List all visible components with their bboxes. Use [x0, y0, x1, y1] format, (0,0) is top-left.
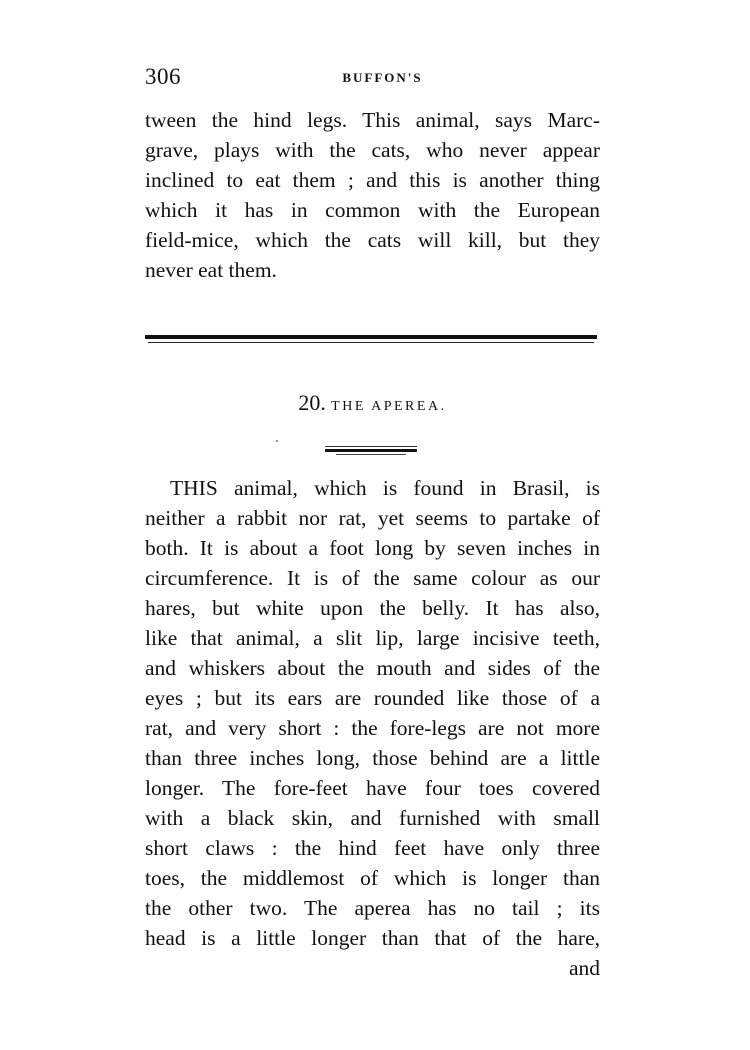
section-divider-rule	[145, 335, 597, 343]
heading-ornament-rule	[325, 446, 417, 455]
text-line: and whiskers about the mouth and sides of the	[145, 656, 600, 680]
text-line: eyes ; but its ears are rounded like those of a	[145, 686, 600, 710]
continued-paragraph	[145, 105, 600, 285]
text-line: head is a little longer than that of the hare,	[145, 926, 600, 950]
text-line: rat, and very short : the fore-legs are not more	[145, 716, 600, 740]
text-line: never eat them.	[145, 258, 277, 282]
text-line: tween the hind legs. This animal, says Marc-	[145, 108, 600, 132]
text-line: short claws : the hind feet have only three	[145, 836, 600, 860]
text-line: longer. The fore-feet have four toes covered	[145, 776, 600, 800]
page-number: 306	[145, 64, 181, 89]
text-line: neither a rabbit nor rat, yet seems to partake of	[145, 506, 600, 530]
text-line: THIS animal, which is found in Brasil, is	[170, 476, 600, 500]
text-line: toes, the middlemost of which is longer than	[145, 866, 600, 890]
running-head-title: BUFFON'S	[342, 70, 423, 85]
running-head	[145, 64, 600, 94]
section-number: 20.	[298, 390, 326, 415]
text-line: like that animal, a slit lip, large incisive teeth,	[145, 626, 600, 650]
print-speck	[276, 440, 278, 442]
text-line: inclined to eat them ; and this is another thing	[145, 168, 600, 192]
catchword: and	[568, 956, 600, 980]
text-line: with a black skin, and furnished with small	[145, 806, 600, 830]
section-heading	[145, 390, 600, 416]
text-line: the other two. The aperea has no tail ; its	[145, 896, 600, 920]
main-paragraph	[145, 473, 600, 983]
section-title: THE APEREA.	[331, 399, 447, 414]
text-line: grave, plays with the cats, who never appear	[145, 138, 600, 162]
text-line: than three inches long, those behind are a little	[145, 746, 600, 770]
text-line: hares, but white upon the belly. It has also,	[145, 596, 600, 620]
text-line: which it has in common with the European	[145, 198, 600, 222]
text-line: both. It is about a foot long by seven inches in	[145, 536, 600, 560]
text-line: field-mice, which the cats will kill, but they	[145, 228, 600, 252]
text-line: circumference. It is of the same colour as our	[145, 566, 600, 590]
